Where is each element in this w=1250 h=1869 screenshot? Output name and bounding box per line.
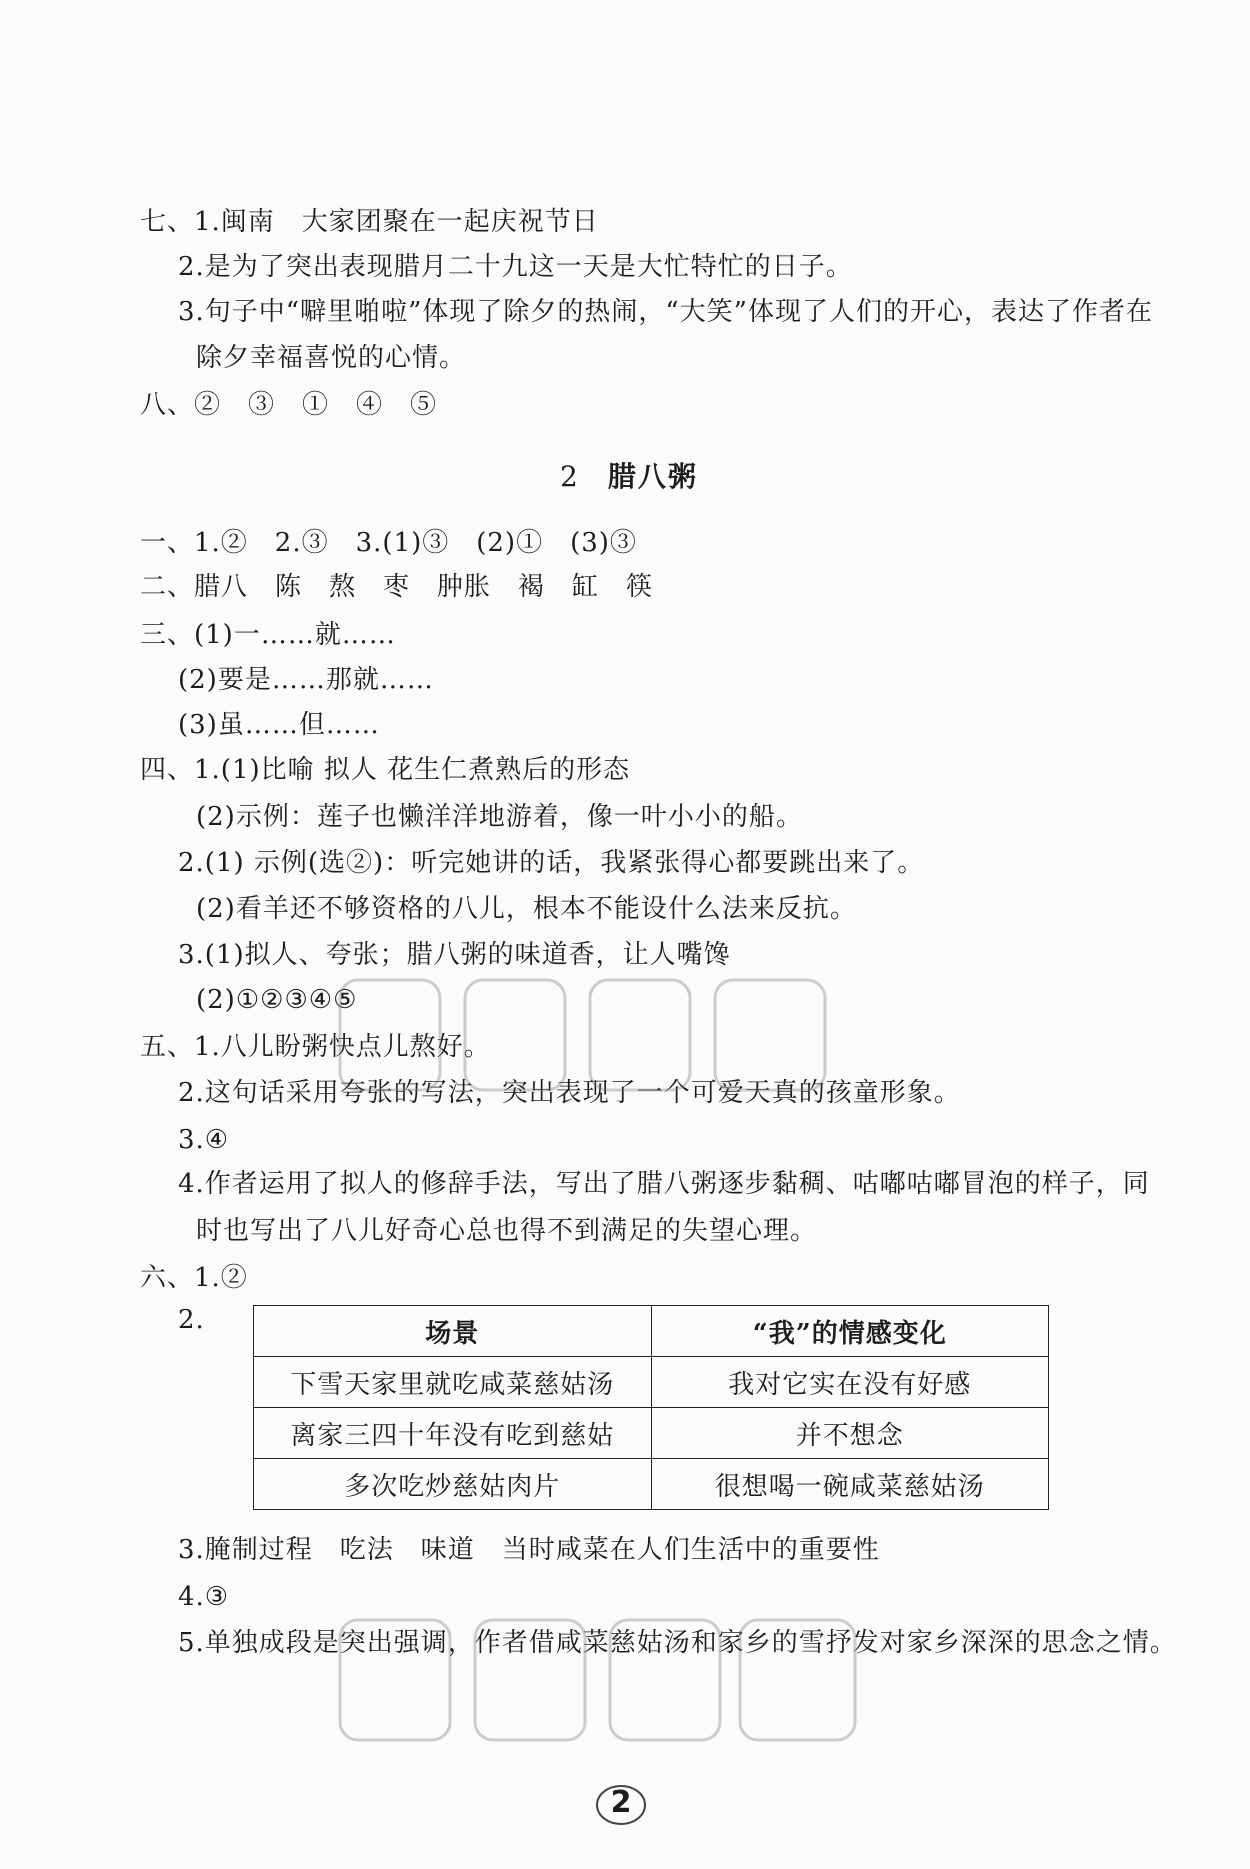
table-row	[254, 1408, 1049, 1459]
lesson-title-text: 腊八粥	[607, 460, 698, 493]
q4-line6: (2)①②③④⑤	[196, 985, 358, 1015]
lesson-title	[560, 455, 698, 495]
q3-line1: 三、(1)一……就……	[140, 620, 396, 650]
page-number-text: 2	[610, 1785, 632, 1820]
q4-line4: (2)看羊还不够资格的八儿，根本不能设什么法来反抗。	[196, 894, 857, 924]
table-cell: 离家三四十年没有吃到慈姑	[254, 1408, 652, 1459]
q6-line1: 六、1.②	[140, 1263, 248, 1293]
q6-line2: 2.	[178, 1305, 205, 1335]
q6-line5: 5.单独成段是突出强调，作者借咸菜慈姑汤和家乡的雪抒发对家乡深深的思念之情。	[178, 1628, 1177, 1658]
q3-line3: (3)虽……但……	[178, 710, 380, 740]
page-number	[595, 1783, 647, 1827]
emotion-table	[253, 1305, 1049, 1510]
section7-line4: 除夕幸福喜悦的心情。	[196, 343, 467, 373]
q1-line1: 一、1.② 2.③ 3.(1)③ (2)① (3)③	[140, 528, 637, 558]
lesson-number: 2	[560, 460, 580, 493]
watermark-graphic	[330, 960, 850, 1110]
q5-line5: 时也写出了八儿好奇心总也得不到满足的失望心理。	[196, 1216, 818, 1246]
q5-line3: 3.④	[178, 1125, 230, 1155]
table-cell: 下雪天家里就吃咸菜慈姑汤	[254, 1357, 652, 1408]
q4-line1: 四、1.(1)比喻 拟人 花生仁煮熟后的形态	[140, 755, 631, 785]
table-row	[254, 1357, 1049, 1408]
table-header-cell: 场景	[254, 1306, 652, 1357]
table-row	[254, 1459, 1049, 1510]
q2-line1: 二、腊八 陈 熬 枣 肿胀 褐 缸 筷	[140, 572, 654, 602]
table-cell: 并不想念	[651, 1408, 1049, 1459]
q6-line3: 3.腌制过程 吃法 味道 当时咸菜在人们生活中的重要性	[178, 1535, 880, 1565]
watermark-graphic	[330, 1600, 870, 1760]
section7-line1: 七、1.闽南 大家团聚在一起庆祝节日	[140, 207, 599, 237]
q5-line1: 五、1.八儿盼粥快点儿熬好。	[140, 1032, 491, 1062]
q4-line5: 3.(1)拟人、夸张；腊八粥的味道香，让人嘴馋	[178, 940, 731, 970]
section7-line3: 3.句子中“噼里啪啦”体现了除夕的热闹，“大笑”体现了人们的开心，表达了作者在	[178, 297, 1153, 327]
q5-line4: 4.作者运用了拟人的修辞手法，写出了腊八粥逐步黏稠、咕嘟咕嘟冒泡的样子，同	[178, 1169, 1150, 1199]
table-cell: 多次吃炒慈姑肉片	[254, 1459, 652, 1510]
table-header-row	[254, 1306, 1049, 1357]
q6-line4: 4.③	[178, 1582, 230, 1612]
table-cell: 很想喝一碗咸菜慈姑汤	[651, 1459, 1049, 1510]
section7-line2: 2.是为了突出表现腊月二十九这一天是大忙特忙的日子。	[178, 252, 853, 282]
q4-line3: 2.(1) 示例(选②)：听完她讲的话，我紧张得心都要跳出来了。	[178, 848, 925, 878]
q3-line2: (2)要是……那就……	[178, 665, 434, 695]
section8-line1: 八、② ③ ① ④ ⑤	[140, 390, 438, 420]
q5-line2: 2.这句话采用夸张的写法，突出表现了一个可爱天真的孩童形象。	[178, 1078, 961, 1108]
table-header-cell: “我”的情感变化	[651, 1306, 1049, 1357]
table-cell: 我对它实在没有好感	[651, 1357, 1049, 1408]
q4-line2: (2)示例：莲子也懒洋洋地游着，像一叶小小的船。	[196, 802, 803, 832]
